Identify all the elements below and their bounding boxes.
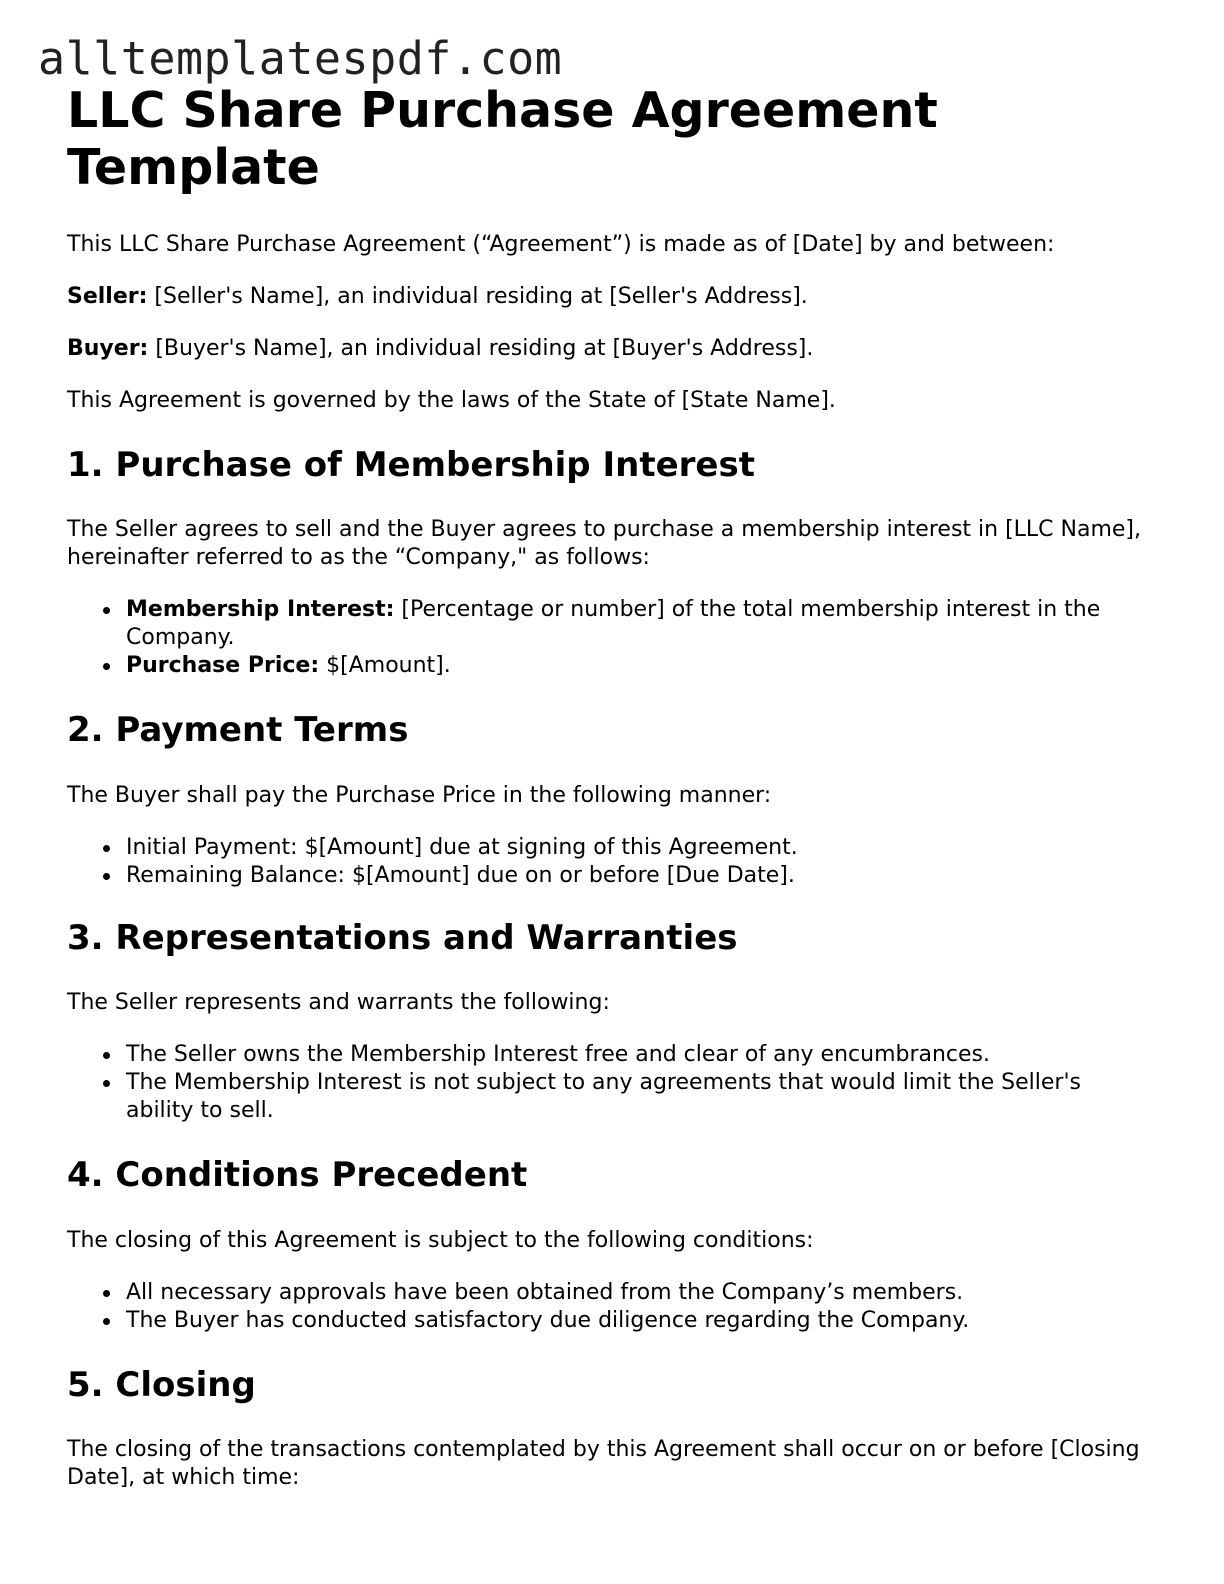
list-item: The Seller owns the Membership Interest free and clear of any encumbrances. xyxy=(67,1041,1087,1069)
seller-label: Seller: xyxy=(67,284,148,309)
buyer-line xyxy=(67,335,1147,363)
section-3-heading-block xyxy=(67,918,1147,958)
purchase-price-text: $[Amount]. xyxy=(319,653,451,678)
section-5-text-block xyxy=(67,1436,1147,1492)
section-2-heading-block xyxy=(67,710,1147,750)
list-item: Remaining Balance: $[Amount] due on or before [Due Date]. xyxy=(67,862,1147,890)
section-1-heading: 1. Purchase of Membership Interest xyxy=(67,445,755,485)
section-1-text: The Seller agrees to sell and the Buyer agrees to purchase a membership interest in [LLC Name], hereinafter referred to as the “Company," as follows: xyxy=(67,517,1142,570)
buyer-label: Buyer: xyxy=(67,336,149,361)
section-4-list xyxy=(67,1279,1147,1335)
section-4-text-block xyxy=(67,1227,1147,1255)
list-item: All necessary approvals have been obtained from the Company’s members. xyxy=(67,1279,1147,1307)
section-2-text-block xyxy=(67,782,1147,810)
seller-line xyxy=(67,283,1147,311)
section-1-text-block xyxy=(67,516,1147,572)
buyer-block xyxy=(67,335,1147,363)
section-5-heading: 5. Closing xyxy=(67,1365,256,1405)
list-item: The Membership Interest is not subject to any agreements that would limit the Seller's ability to sell. xyxy=(67,1069,1087,1125)
section-2-text: The Buyer shall pay the Purchase Price in the following manner: xyxy=(67,783,772,808)
section-1-heading-block xyxy=(67,445,1147,485)
list-item xyxy=(67,652,1147,680)
watermark: alltemplatespdf.com xyxy=(38,32,563,85)
section-3-text: The Seller represents and warrants the following: xyxy=(67,990,610,1015)
list-item: Initial Payment: $[Amount] due at signing of this Agreement. xyxy=(67,834,1147,862)
section-3-text-block xyxy=(67,989,1147,1017)
list-item xyxy=(67,596,1147,652)
membership-interest-label: Membership Interest: xyxy=(126,597,395,622)
section-4-heading: 4. Conditions Precedent xyxy=(67,1155,528,1195)
section-4-text: The closing of this Agreement is subject to the following conditions: xyxy=(67,1228,814,1253)
section-3-list xyxy=(67,1041,1087,1125)
seller-text: [Seller's Name], an individual residing at [Seller's Address]. xyxy=(147,284,808,309)
section-5-text: The closing of the transactions contemplated by this Agreement shall occur on or before [Closing Date], at which time: xyxy=(67,1437,1140,1490)
section-3-heading: 3. Representations and Warranties xyxy=(67,918,738,958)
page-title: LLC Share Purchase Agreement Template xyxy=(67,82,938,196)
section-5-heading-block xyxy=(67,1365,1147,1405)
section-4-heading-block xyxy=(67,1155,1147,1195)
governing-block xyxy=(67,387,1147,415)
intro-opening-block xyxy=(67,231,1147,259)
buyer-text: [Buyer's Name], an individual residing at [Buyer's Address]. xyxy=(148,336,814,361)
membership-interest-text: [Percentage or number] of the total membership interest in the Company. xyxy=(126,597,1101,650)
section-1-list xyxy=(67,596,1147,680)
section-2-list xyxy=(67,834,1147,890)
seller-block xyxy=(67,283,1147,311)
governing-law: This Agreement is governed by the laws of the State of [State Name]. xyxy=(67,388,836,413)
intro-opening: This LLC Share Purchase Agreement (“Agreement”) is made as of [Date] by and between: xyxy=(67,232,1055,257)
purchase-price-label: Purchase Price: xyxy=(126,653,320,678)
list-item: The Buyer has conducted satisfactory due diligence regarding the Company. xyxy=(67,1307,1147,1335)
section-2-heading: 2. Payment Terms xyxy=(67,710,409,750)
